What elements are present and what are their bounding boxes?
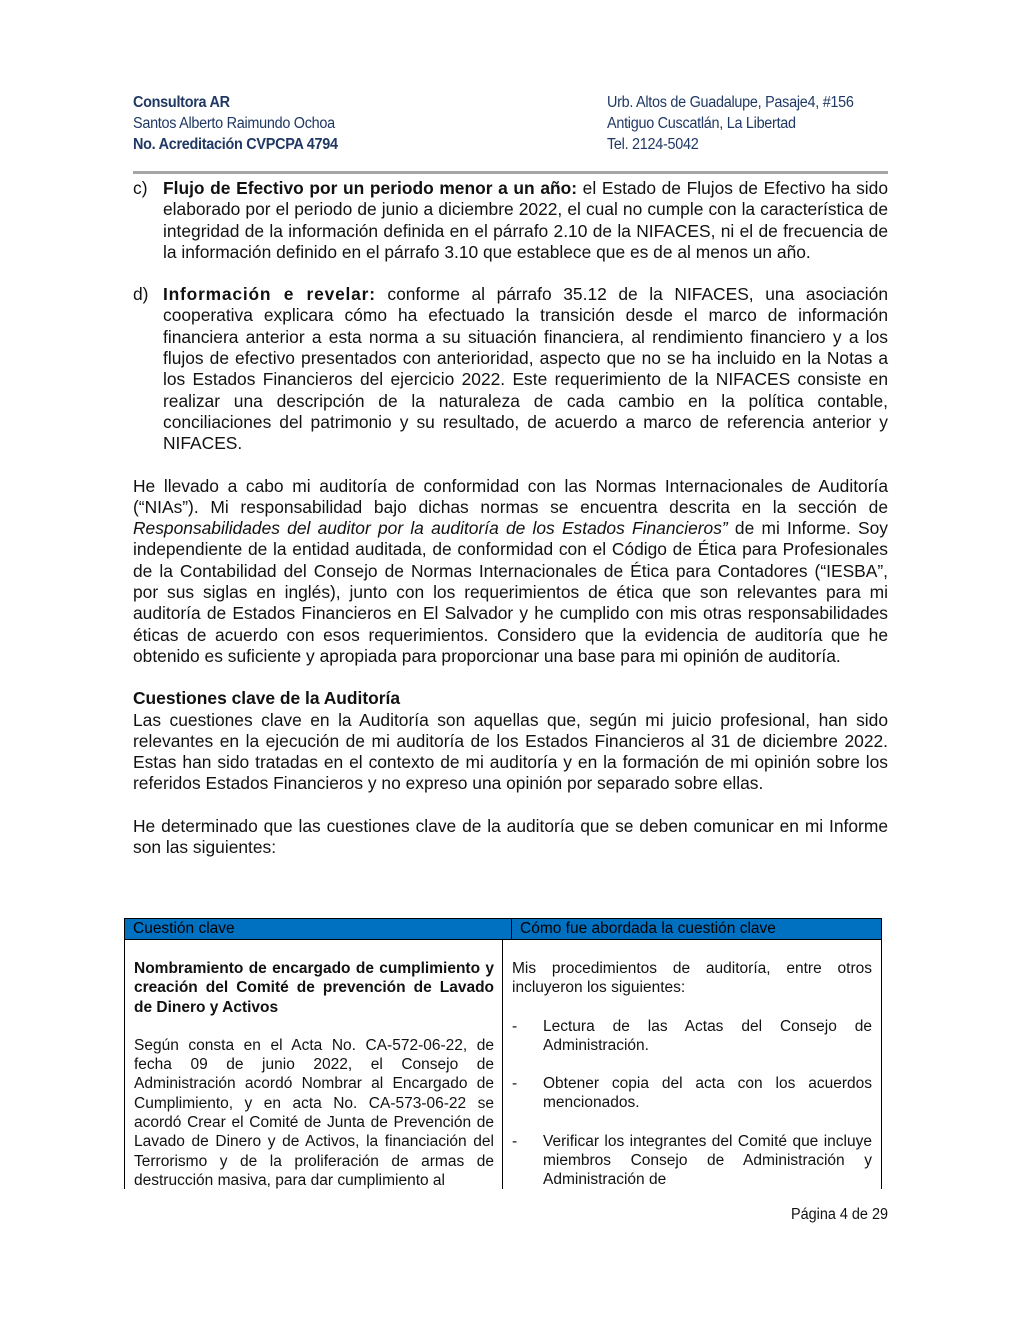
phone-number: Tel. 2124-5042 — [607, 136, 699, 153]
key-matters-paragraph: Las cuestiones clave en la Auditoría son aquellas que, según mi juicio profesional, han sido relevantes en la ejecución de mi auditoría de los Estados Financieros al 31 de diciembre 2022. Estas han sido tratadas en el contexto de mi auditoría y en la formación de mi opinión sobre los referidos Estados Financieros y no expreso una opinión por separado sobre ellas. — [133, 709, 888, 794]
key-matter-description: Según consta en el Acta No. CA-572-06-22, de fecha 09 de junio 2022, el Consejo de Administración acordó Nombrar al Encargado de Cumplimiento, y en acta No. CA-573-06-22 se acordó Crear el Comité de Junta de Prevención de Lavado de Dinero y de Activos, la financiación del Terrorismo y de la proliferación de armas de destrucción masiva, para dar cumplimiento al — [134, 1036, 494, 1189]
letterhead-right — [607, 92, 872, 155]
list-item-text: Verificar los integrantes del Comité que incluye miembros Consejo de Administración y Administración de — [543, 1132, 872, 1189]
auditor-name: Santos Alberto Raimundo Ochoa — [133, 115, 335, 132]
audit-basis-paragraph — [133, 476, 888, 668]
letterhead-left — [133, 92, 353, 155]
list-item-title: Información e revelar: — [163, 284, 376, 305]
accreditation-number: No. Acreditación CVPCPA 4794 — [133, 136, 338, 153]
header-rule — [133, 171, 888, 174]
list-item-label: d) — [133, 284, 149, 305]
key-matters-intro-paragraph: He determinado que las cuestiones clave de la auditoría que se deben comunicar en mi Informe son las siguientes: — [133, 815, 888, 858]
list-item-text: Lectura de las Actas del Consejo de Administración. — [543, 1017, 872, 1054]
document-body — [133, 178, 888, 858]
dash-bullet: - — [512, 1075, 518, 1093]
table-cell-key-matter — [125, 940, 503, 1189]
list-item-body: el Estado de Flujos de Efectivo ha sido elaborado por el periodo de junio a diciembre 2022, el cual no cumple con la característica de integridad de la información definida en el párrafo 2.10 de la NIFACES, ni el de frecuencia de la información definido en el párrafo 3.10 que establece que es de al menos un año. — [163, 178, 889, 262]
list-item — [512, 1017, 872, 1056]
list-item-title: Flujo de Efectivo por un periodo menor a un año: — [163, 178, 578, 198]
list-item-text: Obtener copia del acta con los acuerdos mencionados. — [543, 1075, 872, 1112]
dash-bullet: - — [512, 1132, 518, 1150]
list-item — [512, 1132, 872, 1189]
table-header-approach: Cómo fue abordada la cuestión clave — [520, 920, 776, 937]
table-cell-approach — [503, 940, 881, 1189]
page-number: Página 4 de 29 — [791, 1206, 888, 1223]
approach-intro: Mis procedimientos de auditoría, entre otros incluyeron los siguientes: — [512, 960, 872, 997]
list-item-label: c) — [133, 178, 148, 198]
list-item-text — [163, 284, 888, 454]
table-header-key-matter: Cuestión clave — [125, 919, 512, 939]
list-item-text — [163, 178, 888, 263]
address-line-2: Antiguo Cuscatlán, La Libertad — [607, 115, 796, 132]
paragraph-text: He llevado a cabo mi auditoría de conformidad con las Normas Internacionales de Auditoría (“NIAs”). Mi responsabilidad bajo dichas normas se encuentra descrita en la sección de — [133, 475, 888, 517]
paragraph-italic-text: Responsabilidades del auditor por la auditoría de los Estados Financieros” — [133, 518, 728, 539]
address-line-1: Urb. Altos de Guadalupe, Pasaje4, #156 — [607, 94, 854, 111]
list-item-c — [133, 178, 888, 263]
list-item — [512, 1074, 872, 1113]
list-item-d — [133, 284, 888, 454]
list-item-body: conforme al párrafo 35.12 de la NIFACES, una asociación cooperativa explicara cómo ha efectuado la transición desde el marco de información financiera anterior a esta norma a su situación financiera, al rendimiento financiero y a los flujos de efectivo presentados con anterioridad, aspecto que no se ha incluido en la Notas a los Estados Financieros del ejercicio 2022. Este requerimiento de la NIFACES consiste en realizar una descripción de la naturaleza de cada cambio en la política contable, conciliaciones del patrimonio y su resultado, de acuerdo a marco de referencia anterior y NIFACES. — [163, 284, 888, 454]
letterhead — [133, 92, 888, 172]
firm-name: Consultora AR — [133, 94, 230, 111]
paragraph-text: de mi Informe. Soy independiente de la entidad auditada, de conformidad con el Código de Ética para Profesionales de la Contabilidad del Consejo de Normas Internacionales de Ética para Contadores (“IESBA”, por sus siglas en inglés), junto con los requerimientos de ética que son relevantes para mi auditoría de Estados Financieros en El Salvador y he cumplido con mis otras responsabilidades éticas de acuerdo con esos requerimientos. Considero que la evidencia de auditoría que he obtenido es suficiente y apropiada para proporcionar una base para mi opinión de auditoría. — [133, 518, 889, 666]
section-heading: Cuestiones clave de la Auditoría — [133, 688, 401, 709]
table-row — [125, 940, 881, 1189]
dash-bullet: - — [512, 1017, 518, 1035]
table-header-row — [125, 919, 881, 940]
key-matter-title: Nombramiento de encargado de cumplimiento y creación del Comité de prevención de Lavado de Dinero y Activos — [134, 960, 494, 1016]
key-matters-table — [124, 918, 882, 1189]
